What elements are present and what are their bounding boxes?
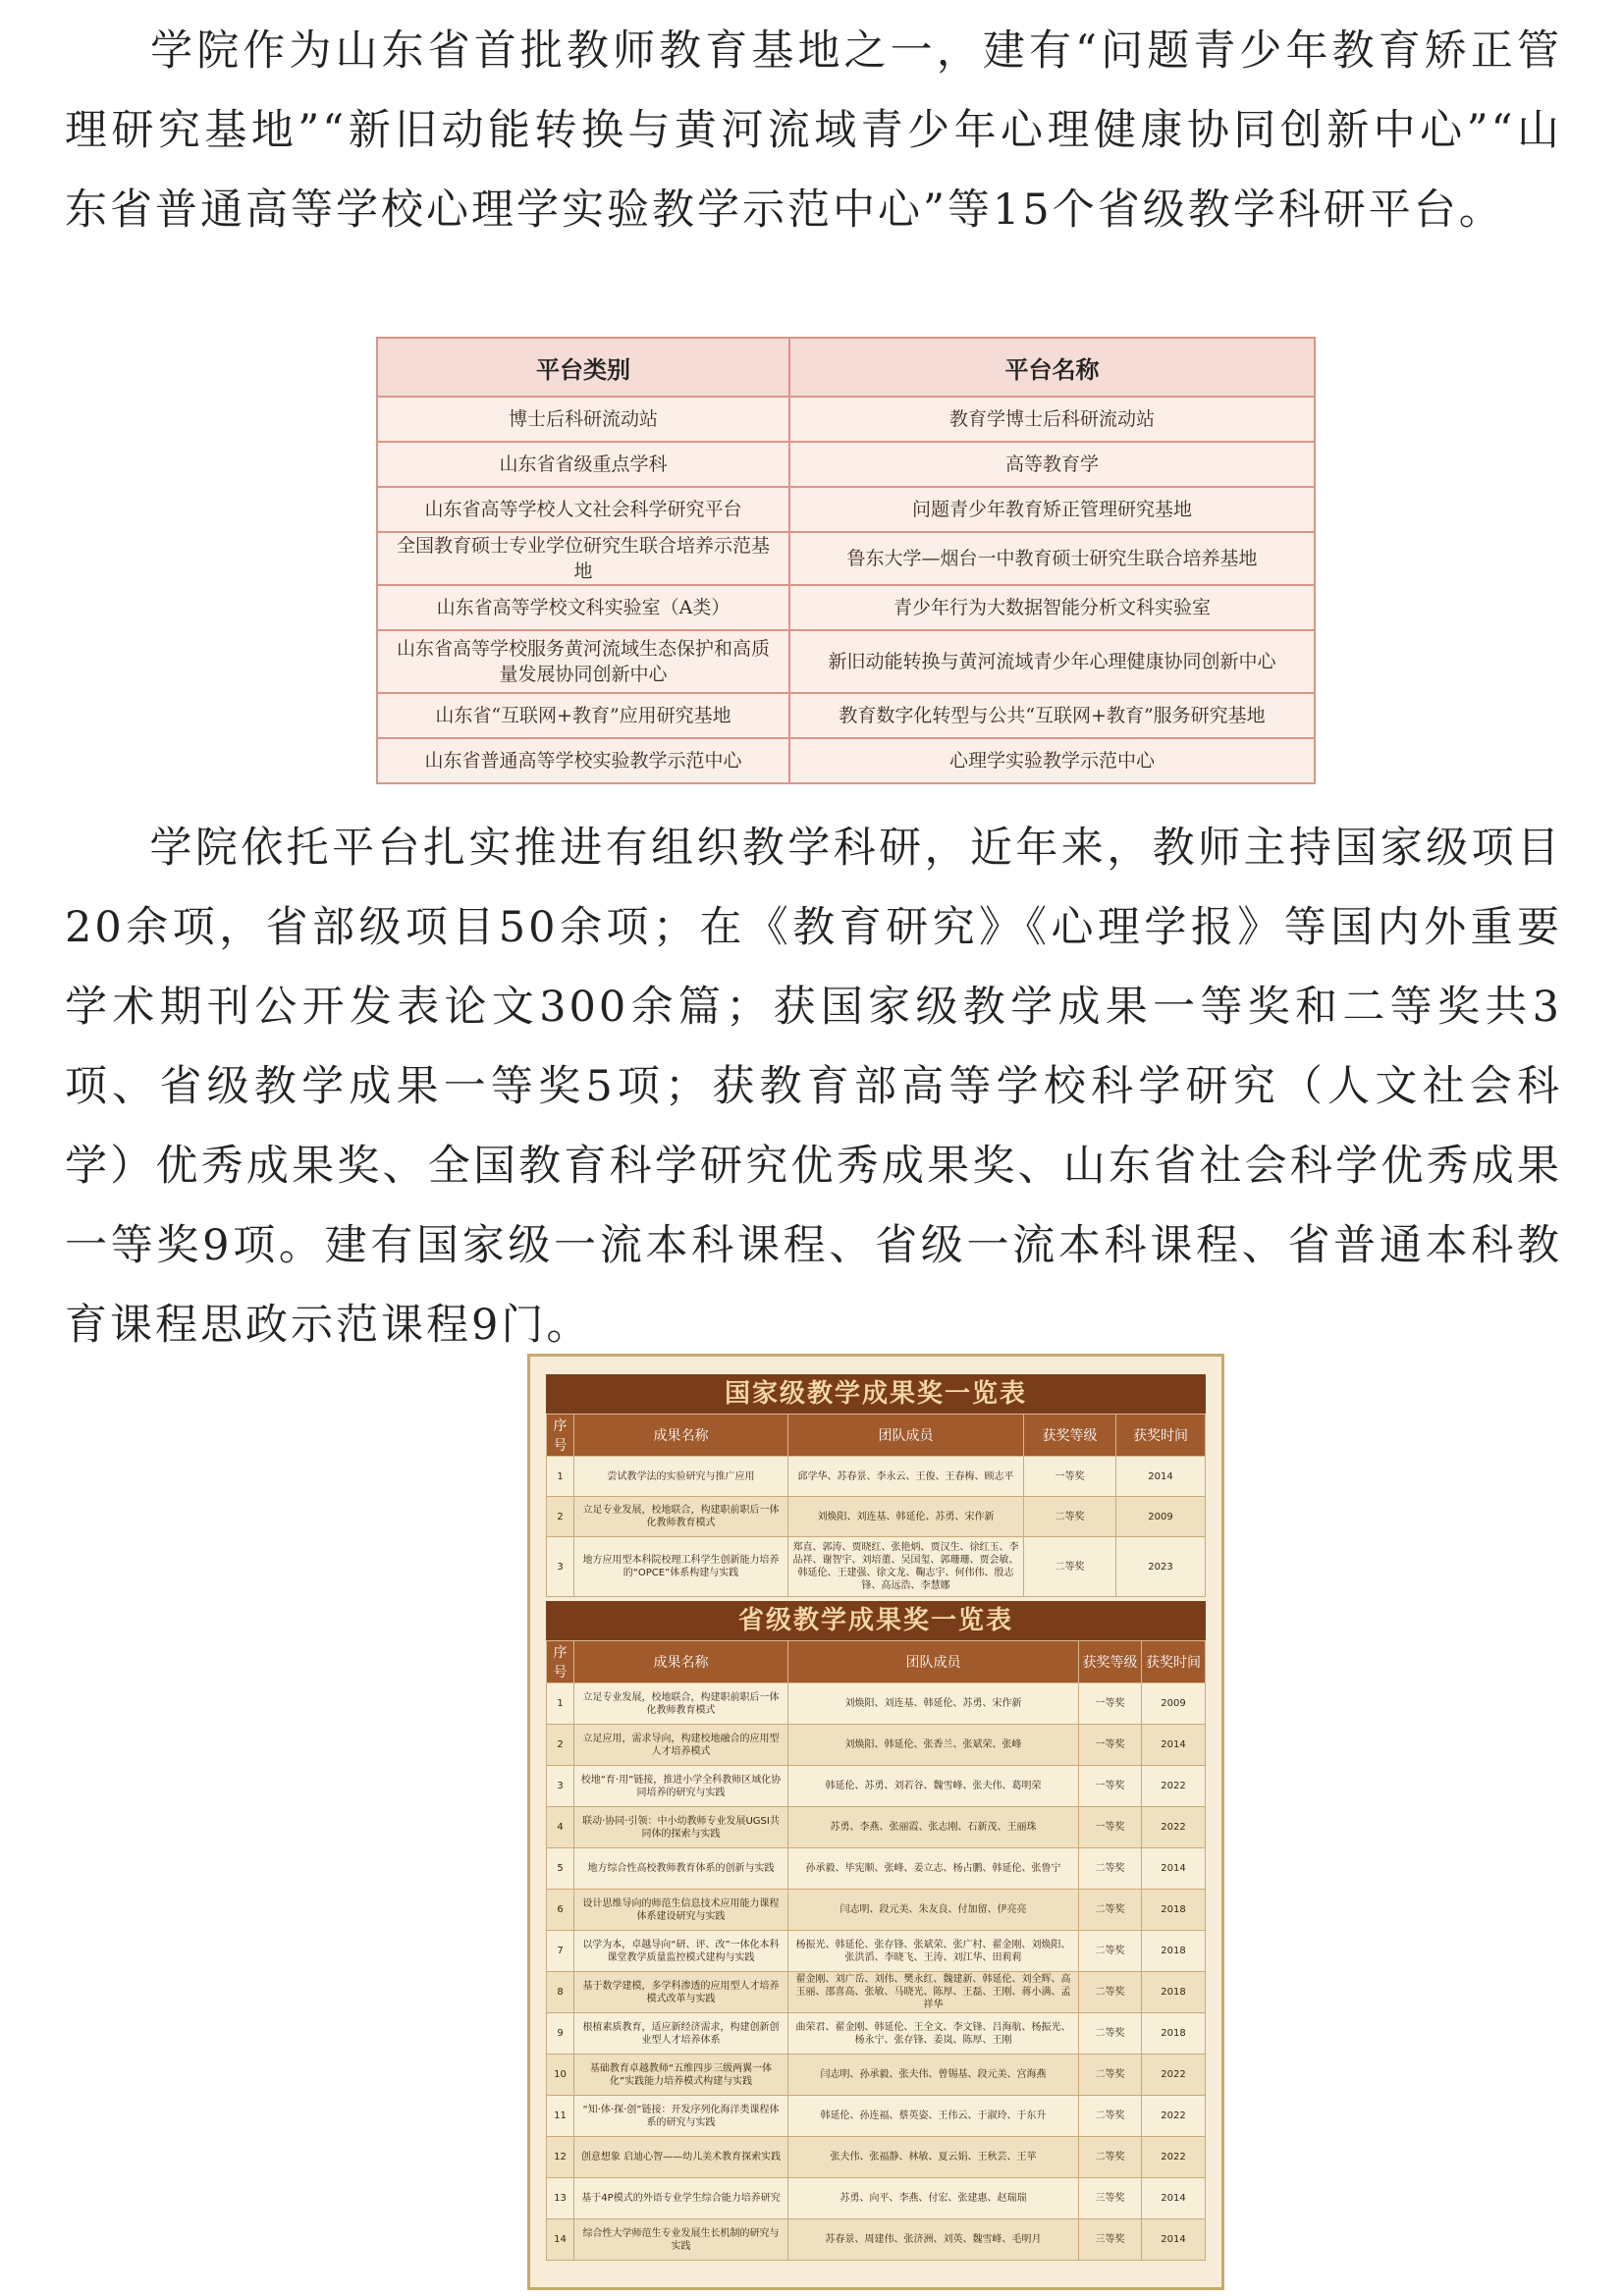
platform-name: 鲁东大学—烟台一中教育硕士研究生联合培养基地 <box>789 532 1315 585</box>
intro-text: 学院作为山东省首批教师教育基地之一，建有“问题青少年教育矫正管理研究基地”“新旧动能转换与黄河流域青少年心理健康协同创新中心”“山东省普通高等学校心理学实验教学示范中心”等15个省级教学科研平台。 <box>65 27 1562 235</box>
award-name: 立足专业发展，校地联合，构建职前职后一体化教师教育模式 <box>574 1683 788 1725</box>
award-level: 二等奖 <box>1079 2013 1142 2055</box>
award-year: 2022 <box>1142 2137 1206 2178</box>
award-team: 张夫伟、张福静、林敏、夏云娟、王秋芸、王苹 <box>788 2137 1079 2178</box>
award-team: 苏勇、李燕、张丽霞、张志刚、石新茂、王丽珠 <box>788 1807 1079 1848</box>
award-team: 闫志明、孙承毅、张夫伟、曾锡基、段元美、宫海燕 <box>788 2055 1079 2096</box>
award-level: 二等奖 <box>1024 1497 1116 1537</box>
award-index: 3 <box>547 1766 574 1807</box>
research-paragraph <box>65 809 1562 1365</box>
table-row <box>377 487 1315 532</box>
award-index: 8 <box>547 1972 574 2013</box>
table-row <box>547 1683 1206 1725</box>
award-team: 曲荣君、翟金刚、韩延伦、王全文、李文锋、吕海航、杨振光、杨永宁、张存锋、姜岚、陈厚、王刚 <box>788 2013 1079 2055</box>
award-name: 综合性大学师范生专业发展生长机制的研究与实践 <box>574 2219 788 2261</box>
national-awards-title: 国家级教学成果奖一览表 <box>546 1374 1206 1414</box>
platform-table-header <box>377 338 1315 397</box>
table-row <box>547 2137 1206 2178</box>
research-text: 学院依托平台扎实推进有组织教学科研，近年来，教师主持国家级项目20余项，省部级项目50余项；在《教育研究》《心理学报》等国内外重要学术期刊公开发表论文300余篇；获国家级教学成果一等奖和二等奖共3项、省级教学成果一等奖5项；获教育部高等学校科学研究（人文社会科学）优秀成果奖、全国教育科学研究优秀成果奖、山东省社会科学优秀成果一等奖9项。建有国家级一流本科课程、省级一流本科课程、省普通本科教育课程思政示范课程9门。 <box>65 824 1562 1350</box>
award-name: 地方应用型本科院校理工科学生创新能力培养的“OPCE”体系构建与实践 <box>574 1537 788 1597</box>
table-row <box>547 2055 1206 2096</box>
table-row <box>547 1537 1206 1597</box>
header-award-name: 成果名称 <box>574 1415 788 1457</box>
table-row <box>547 1725 1206 1766</box>
table-row <box>377 630 1315 693</box>
award-year: 2018 <box>1142 1931 1206 1972</box>
platform-category: 山东省高等学校服务黄河流域生态保护和高质量发展协同创新中心 <box>377 630 789 693</box>
award-team: 苏勇、向平、李燕、付宏、张建惠、赵瑞瑞 <box>788 2178 1079 2219</box>
award-index: 6 <box>547 1890 574 1931</box>
table-row <box>547 2096 1206 2137</box>
table-row <box>377 442 1315 487</box>
award-level: 三等奖 <box>1079 2219 1142 2261</box>
provincial-awards-block <box>546 1601 1206 2261</box>
award-year: 2014 <box>1142 2178 1206 2219</box>
award-name: 根植素质教育，适应新经济需求，构建创新创业型人才培养体系 <box>574 2013 788 2055</box>
award-index: 9 <box>547 2013 574 2055</box>
award-year: 2014 <box>1142 2219 1206 2261</box>
award-table-header <box>547 1641 1206 1683</box>
award-year: 2023 <box>1116 1537 1206 1597</box>
award-year: 2022 <box>1142 2096 1206 2137</box>
provincial-awards-title: 省级教学成果奖一览表 <box>546 1601 1206 1640</box>
header-index: 序号 <box>547 1641 574 1683</box>
platform-category: 山东省“互联网+教育”应用研究基地 <box>377 693 789 738</box>
award-level: 一等奖 <box>1079 1683 1142 1725</box>
award-name: “知·体·探·创”链接：开发序列化海洋类课程体系的研究与实践 <box>574 2096 788 2137</box>
award-year: 2014 <box>1116 1457 1206 1497</box>
award-team: 苏春景、周建伟、张济洲、刘英、魏雪峰、毛明月 <box>788 2219 1079 2261</box>
award-index: 14 <box>547 2219 574 2261</box>
header-level: 获奖等级 <box>1024 1415 1116 1457</box>
award-team: 孙承毅、毕宪顺、张峰、姜立志、杨占鹏、韩延伦、张鲁宁 <box>788 1848 1079 1890</box>
award-level: 二等奖 <box>1079 1848 1142 1890</box>
platform-name: 教育数字化转型与公共“互联网+教育”服务研究基地 <box>789 693 1315 738</box>
award-team: 闫志明、段元美、朱友良、付加留、伊亮亮 <box>788 1890 1079 1931</box>
award-index: 10 <box>547 2055 574 2096</box>
award-index: 3 <box>547 1537 574 1597</box>
award-name: 基于数学建模，多学科渗透的应用型人才培养模式改革与实践 <box>574 1972 788 2013</box>
award-level: 一等奖 <box>1079 1766 1142 1807</box>
award-level: 二等奖 <box>1079 1972 1142 2013</box>
platform-name: 心理学实验教学示范中心 <box>789 738 1315 783</box>
award-team: 翟金刚、刘广岳、刘伟、樊永红、魏建新、韩延伦、刘全辉、高玉丽、邵喜高、张敏、马晓光、陈厚、王磊、王刚、蒋小满、孟祥华 <box>788 1972 1079 2013</box>
table-row <box>547 1931 1206 1972</box>
header-year: 获奖时间 <box>1116 1415 1206 1457</box>
award-name: 联动·协同·引领：中小幼教师专业发展UGSI共同体的探索与实践 <box>574 1807 788 1848</box>
table-row <box>547 2178 1206 2219</box>
award-level: 二等奖 <box>1079 2137 1142 2178</box>
table-row <box>377 397 1315 442</box>
platform-category: 全国教育硕士专业学位研究生联合培养示范基地 <box>377 532 789 585</box>
national-awards-table <box>546 1414 1206 1597</box>
platform-name: 教育学博士后科研流动站 <box>789 397 1315 442</box>
award-team: 郑直、郭涛、贾晓红、张艳炳、贾汉生、徐红玉、李品祥、谢智宇、刘培董、吴国玺、郭珊珊、贾会敏、韩延伦、王建强、徐文龙、鞠志宇、何伟伟、殷志锋、高远浩、李慧娜 <box>788 1537 1024 1597</box>
header-platform-name: 平台名称 <box>789 338 1315 397</box>
award-team: 韩延伦、孙连福、蔡英姿、王伟云、于淑玲、于东升 <box>788 2096 1079 2137</box>
platform-name: 高等教育学 <box>789 442 1315 487</box>
award-panel <box>527 1354 1224 2290</box>
award-level: 二等奖 <box>1079 2055 1142 2096</box>
award-year: 2018 <box>1142 2013 1206 2055</box>
award-name: 设计思维导向的师范生信息技术应用能力课程体系建设研究与实践 <box>574 1890 788 1931</box>
platform-name: 新旧动能转换与黄河流域青少年心理健康协同创新中心 <box>789 630 1315 693</box>
platform-category: 山东省普通高等学校实验教学示范中心 <box>377 738 789 783</box>
award-name: 地方综合性高校教师教育体系的创新与实践 <box>574 1848 788 1890</box>
header-team: 团队成员 <box>788 1415 1024 1457</box>
award-name: 校地“育·用”链接，推进小学全科教师区域化协同培养的研究与实践 <box>574 1766 788 1807</box>
table-row <box>547 1766 1206 1807</box>
award-level: 二等奖 <box>1079 1890 1142 1931</box>
table-row <box>547 1807 1206 1848</box>
award-index: 11 <box>547 2096 574 2137</box>
award-name: 创意想象 启迪心智——幼儿美术教育探索实践 <box>574 2137 788 2178</box>
header-platform-category: 平台类别 <box>377 338 789 397</box>
award-year: 2014 <box>1142 1725 1206 1766</box>
award-index: 2 <box>547 1497 574 1537</box>
table-row <box>377 738 1315 783</box>
table-row <box>547 1497 1206 1537</box>
award-table-header <box>547 1415 1206 1457</box>
platform-category: 山东省高等学校文科实验室（A类） <box>377 585 789 630</box>
award-level: 一等奖 <box>1079 1725 1142 1766</box>
award-level: 二等奖 <box>1079 2096 1142 2137</box>
table-row <box>547 2013 1206 2055</box>
header-team: 团队成员 <box>788 1641 1079 1683</box>
award-year: 2018 <box>1142 1890 1206 1931</box>
award-index: 7 <box>547 1931 574 1972</box>
table-row <box>377 693 1315 738</box>
table-row <box>377 532 1315 585</box>
award-index: 1 <box>547 1457 574 1497</box>
award-year: 2022 <box>1142 2055 1206 2096</box>
award-team: 韩延伦、苏勇、刘若谷、魏雪峰、张夫伟、葛明荣 <box>788 1766 1079 1807</box>
award-level: 一等奖 <box>1024 1457 1116 1497</box>
award-name: 基于4P模式的外语专业学生综合能力培养研究 <box>574 2178 788 2219</box>
provincial-awards-table <box>546 1640 1206 2261</box>
award-year: 2009 <box>1142 1683 1206 1725</box>
header-level: 获奖等级 <box>1079 1641 1142 1683</box>
table-row <box>547 1457 1206 1497</box>
intro-paragraph <box>65 12 1562 250</box>
award-year: 2009 <box>1116 1497 1206 1537</box>
award-year: 2018 <box>1142 1972 1206 2013</box>
table-row <box>547 1972 1206 2013</box>
platform-category: 山东省高等学校人文社会科学研究平台 <box>377 487 789 532</box>
award-index: 1 <box>547 1683 574 1725</box>
platform-name: 问题青少年教育矫正管理研究基地 <box>789 487 1315 532</box>
table-row <box>547 2219 1206 2261</box>
header-award-name: 成果名称 <box>574 1641 788 1683</box>
table-row <box>547 1848 1206 1890</box>
header-year: 获奖时间 <box>1142 1641 1206 1683</box>
award-name: 立足专业发展，校地联合，构建职前职后一体化教师教育模式 <box>574 1497 788 1537</box>
award-year: 2014 <box>1142 1848 1206 1890</box>
national-awards-block <box>546 1374 1206 1597</box>
award-index: 4 <box>547 1807 574 1848</box>
award-team: 刘焕阳、刘连基、韩延伦、苏勇、宋作新 <box>788 1497 1024 1537</box>
table-row <box>377 585 1315 630</box>
header-index: 序号 <box>547 1415 574 1457</box>
award-name: 立足应用，需求导向，构建校地融合的应用型人才培养模式 <box>574 1725 788 1766</box>
award-team: 刘焕阳、韩延伦、张香兰、张斌荣、张峰 <box>788 1725 1079 1766</box>
award-level: 二等奖 <box>1079 1931 1142 1972</box>
platform-table <box>376 337 1316 784</box>
award-year: 2022 <box>1142 1807 1206 1848</box>
award-index: 13 <box>547 2178 574 2219</box>
award-name: 以学为本，卓越导向“研、评、改”一体化本科课堂教学质量监控模式建构与实践 <box>574 1931 788 1972</box>
award-year: 2022 <box>1142 1766 1206 1807</box>
award-index: 5 <box>547 1848 574 1890</box>
award-level: 二等奖 <box>1024 1537 1116 1597</box>
platform-category: 山东省省级重点学科 <box>377 442 789 487</box>
award-team: 刘焕阳、刘连基、韩延伦、苏勇、宋作新 <box>788 1683 1079 1725</box>
award-name: 尝试教学法的实验研究与推广应用 <box>574 1457 788 1497</box>
award-index: 2 <box>547 1725 574 1766</box>
award-level: 一等奖 <box>1079 1807 1142 1848</box>
award-team: 杨振光、韩延伦、张存锋、张斌荣、张广村、翟金刚、刘焕阳、张洪滔、李晓飞、王涛、刘江华、田莉莉 <box>788 1931 1079 1972</box>
award-team: 邱学华、苏春景、李永云、王俊、王春梅、顾志平 <box>788 1457 1024 1497</box>
award-level: 三等奖 <box>1079 2178 1142 2219</box>
platform-category: 博士后科研流动站 <box>377 397 789 442</box>
award-name: 基础教育卓越教师“五维四步三级两翼一体化”实践能力培养模式构建与实践 <box>574 2055 788 2096</box>
table-row <box>547 1890 1206 1931</box>
platform-name: 青少年行为大数据智能分析文科实验室 <box>789 585 1315 630</box>
award-index: 12 <box>547 2137 574 2178</box>
